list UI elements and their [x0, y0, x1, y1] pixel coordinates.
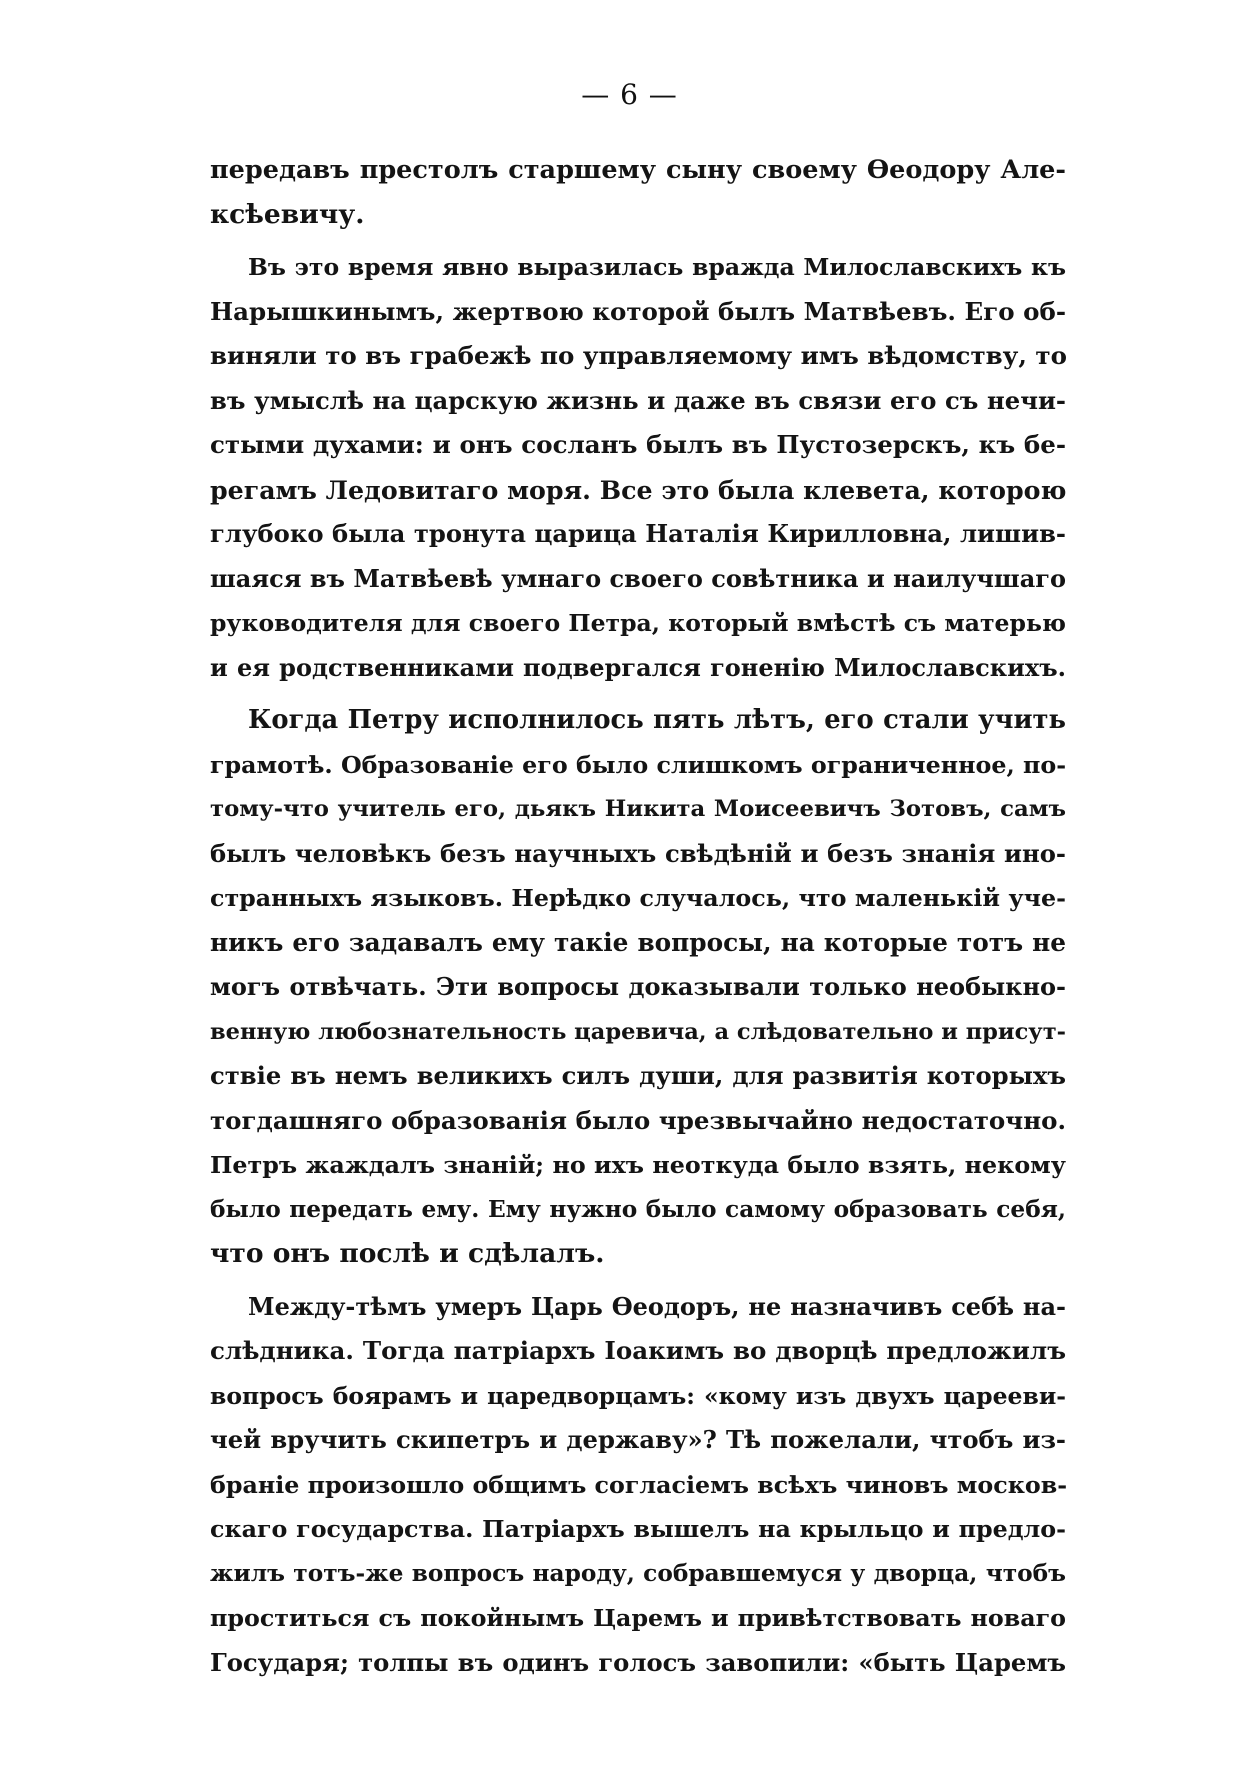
text-line: передавъ престолъ старшему сыну своему Өеодору Але-: [210, 155, 1066, 185]
text-line: ствіе въ немъ великихъ силъ души, для развитія которыхъ: [210, 1061, 1066, 1090]
text-line: Нарышкинымъ, жертвою которой былъ Матвѣевъ. Его об-: [210, 296, 1066, 326]
text-line: никъ его задавалъ ему такіе вопросы, на которые тотъ не: [210, 927, 1066, 957]
paragraph: [210, 1285, 1066, 1686]
text-line: Петръ жаждалъ знаній; но ихъ неоткуда было взять, некому: [210, 1151, 1066, 1179]
text-line: ксѣевичу.: [210, 198, 365, 230]
text-line: вопросъ боярамъ и царедворцамъ: «кому изъ двухъ царееви-: [210, 1381, 1066, 1410]
text-line: венную любознательность царевича, а слѣдовательно и присут-: [210, 1018, 1066, 1045]
text-line: былъ человѣкъ безъ научныхъ свѣдѣній и безъ знанія ино-: [210, 838, 1066, 868]
text-line: стыми духами: и онъ сосланъ былъ въ Пустозерскъ, къ бе-: [210, 430, 1066, 459]
text-line: чей вручить скипетръ и державу»? Тѣ пожелали, чтобъ из-: [210, 1425, 1066, 1454]
paragraph: [210, 245, 1066, 690]
text-line: регамъ Ледовитаго моря. Все это была клевета, которою: [210, 474, 1067, 505]
text-line: Государя; толпы въ одинъ голосъ завопили: «быть Царемъ: [210, 1647, 1066, 1677]
text-line: скаго государства. Патріархъ вышелъ на крыльцо и предло-: [210, 1515, 1066, 1543]
text-line: и ея родственниками подвергался гоненію Милославскихъ.: [210, 652, 1066, 682]
text-line: Между-тѣмъ умеръ Царь Өеодоръ, не назначивъ себѣ на-: [248, 1291, 1066, 1321]
text-line: слѣдника. Тогда патріархъ Іоакимъ во дворцѣ предложилъ: [210, 1336, 1066, 1365]
body-text: [210, 148, 1066, 1693]
text-line: виняли то въ грабежѣ по управляемому имъ вѣдомству, то: [210, 341, 1067, 370]
text-line: грамотѣ. Образованіе его было слишкомъ ограниченное, по-: [210, 750, 1067, 779]
text-line: тому-что учитель его, дьякъ Никита Моисеевичъ Зотовъ, самъ: [210, 796, 1066, 822]
text-line: что онъ послѣ и сдѣлалъ.: [210, 1238, 605, 1269]
text-line: руководителя для своего Петра, который вмѣстѣ съ матерью: [210, 609, 1066, 637]
text-line: жилъ тотъ-же вопросъ народу, собравшемуся у дворца, чтобъ: [210, 1559, 1066, 1587]
text-line: глубоко была тронута царица Наталія Кирилловна, лишив-: [210, 519, 1066, 548]
paragraph: [210, 148, 1066, 237]
text-line: браніе произошло общимъ согласіемъ всѣхъ чиновъ москов-: [210, 1470, 1068, 1499]
text-line: Когда Петру исполнилось пять лѣтъ, его стали учить: [248, 705, 1066, 735]
page-number: — 6 —: [581, 78, 678, 111]
text-line: тогдашняго образованія было чрезвычайно недостаточно.: [210, 1105, 1066, 1135]
text-line: было передать ему. Ему нужно было самому образовать себя,: [210, 1195, 1066, 1223]
text-line: могъ отвѣчать. Эти вопросы доказывали только необыкно-: [210, 972, 1066, 1001]
text-line: шаяся въ Матвѣевѣ умнаго своего совѣтника и наилучшаго: [210, 563, 1066, 593]
text-line: странныхъ языковъ. Нерѣдко случалось, что маленькій уче-: [210, 884, 1066, 912]
text-line: Въ это время явно выразилась вражда Милославскихъ къ: [248, 253, 1066, 281]
text-line: проститься съ покойнымъ Царемъ и привѣтствовать новаго: [210, 1604, 1066, 1632]
paragraph: [210, 698, 1066, 1277]
text-line: въ умыслѣ на царскую жизнь и даже въ связи его съ нечи-: [210, 385, 1066, 415]
